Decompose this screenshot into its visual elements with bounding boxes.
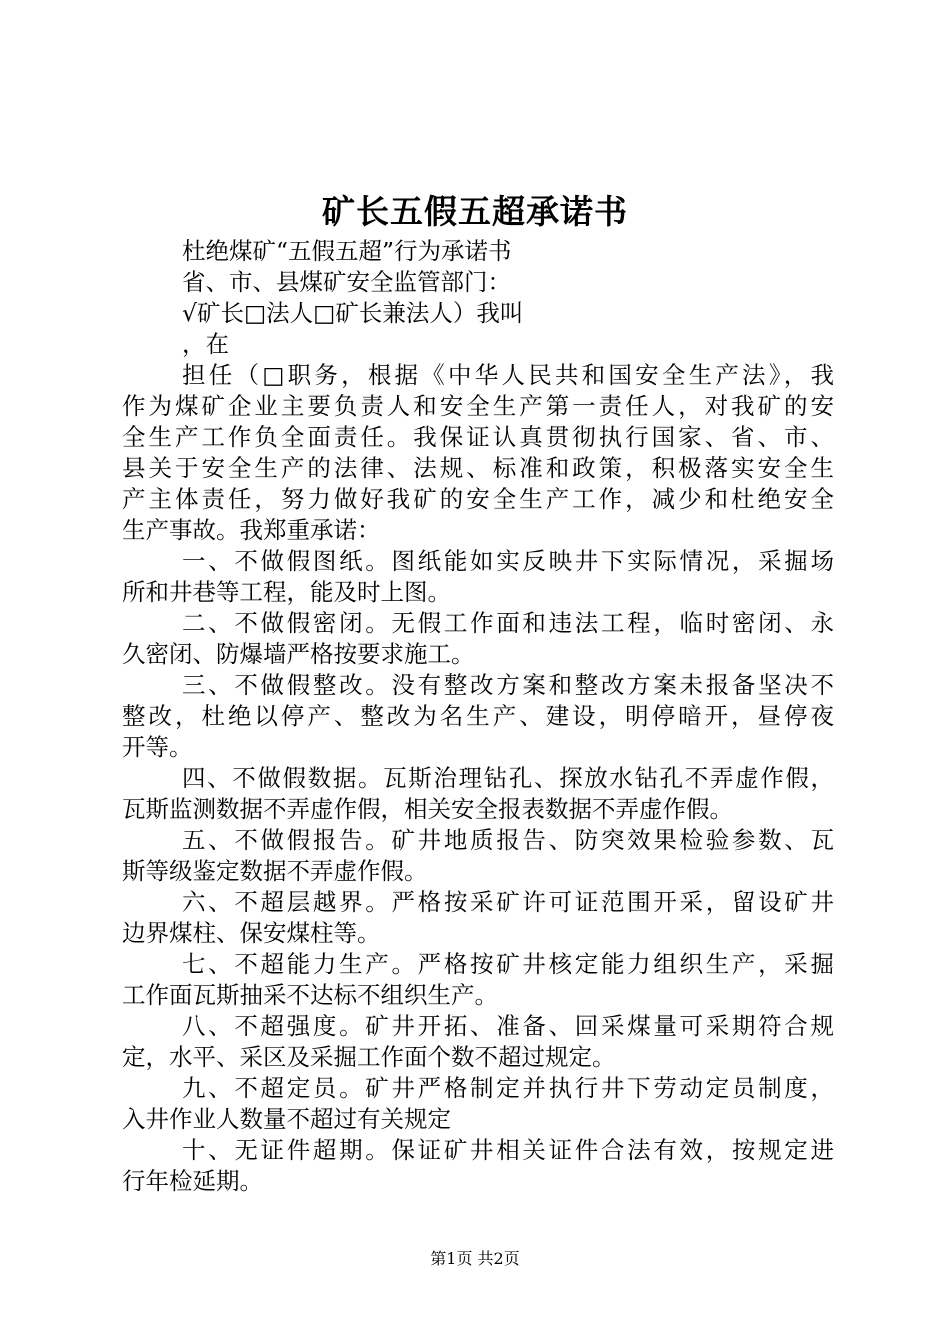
document-body xyxy=(122,236,834,1197)
pledge-item-2: 二、不做假密闭。无假工作面和违法工程，临时密闭、永 xyxy=(182,609,834,637)
body-line: 产主体责任，努力做好我矿的安全生产工作，减少和杜绝安全 xyxy=(122,485,834,513)
body-line: 生产事故。我郑重承诺： xyxy=(122,516,381,544)
pledge-item-10: 十、无证件超期。保证矿井相关证件合法有效，按规定进 xyxy=(182,1136,834,1164)
pledge-item-9-cont: 入井作业人数量不超过有关规定 xyxy=(122,1105,451,1133)
pledge-item-8: 八、不超强度。矿井开拓、准备、回采煤量可采期符合规 xyxy=(182,1012,834,1040)
addressee-line: 省、市、县煤矿安全监管部门： xyxy=(182,268,511,296)
pledge-item-4: 四、不做假数据。瓦斯治理钻孔、探放水钻孔不弄虚作假， xyxy=(182,764,834,792)
pledge-item-8-cont: 定，水平、采区及采掘工作面个数不超过规定。 xyxy=(122,1043,616,1071)
body-line: 全生产工作负全面责任。我保证认真贯彻执行国家、省、市、 xyxy=(122,423,834,451)
body-line: 作为煤矿企业主要负责人和安全生产第一责任人，对我矿的安 xyxy=(122,392,834,420)
pledge-item-5-cont: 斯等级鉴定数据不弄虚作假。 xyxy=(122,857,428,885)
body-line: ，在 xyxy=(182,330,229,358)
pledge-item-10-cont: 行年检延期。 xyxy=(122,1167,263,1195)
pledge-item-3-cont: 整改，杜绝以停产、整改为名生产、建设，明停暗开，昼停夜 xyxy=(122,702,834,730)
pledge-item-1-cont: 所和井巷等工程，能及时上图。 xyxy=(122,578,451,606)
subtitle-line: 杜绝煤矿“五假五超”行为承诺书 xyxy=(182,237,512,265)
pledge-item-3: 三、不做假整改。没有整改方案和整改方案未报备坚决不 xyxy=(182,671,834,699)
body-line: 县关于安全生产的法律、法规、标准和政策，积极落实安全生 xyxy=(122,454,834,482)
pledge-item-6-cont: 边界煤柱、保安煤柱等。 xyxy=(122,919,381,947)
pledge-item-7: 七、不超能力生产。严格按矿井核定能力组织生产，采掘 xyxy=(182,950,834,978)
pledge-item-3-cont: 开等。 xyxy=(122,733,193,761)
pledge-item-4-cont: 瓦斯监测数据不弄虚作假，相关安全报表数据不弄虚作假。 xyxy=(122,795,733,823)
document-title: 矿长五假五超承诺书 xyxy=(322,192,628,231)
pledge-item-1: 一、不做假图纸。图纸能如实反映井下实际情况，采掘场 xyxy=(182,547,834,575)
pledge-item-2-cont: 久密闭、防爆墙严格按要求施工。 xyxy=(122,640,475,668)
pledge-item-7-cont: 工作面瓦斯抽采不达标不组织生产。 xyxy=(122,981,498,1009)
pledge-item-9: 九、不超定员。矿井严格制定并执行井下劳动定员制度， xyxy=(182,1074,834,1102)
role-checkbox-line: √矿长□法人□矿长兼法人）我叫 xyxy=(182,299,524,327)
pledge-item-5: 五、不做假报告。矿井地质报告、防突效果检验参数、瓦 xyxy=(182,826,834,854)
body-line: 担任（□职务，根据《中华人民共和国安全生产法》，我 xyxy=(182,361,834,389)
page-number-footer: 第1页 共2页 xyxy=(430,1249,520,1268)
pledge-item-6: 六、不超层越界。严格按采矿许可证范围开采，留设矿井 xyxy=(182,888,834,916)
